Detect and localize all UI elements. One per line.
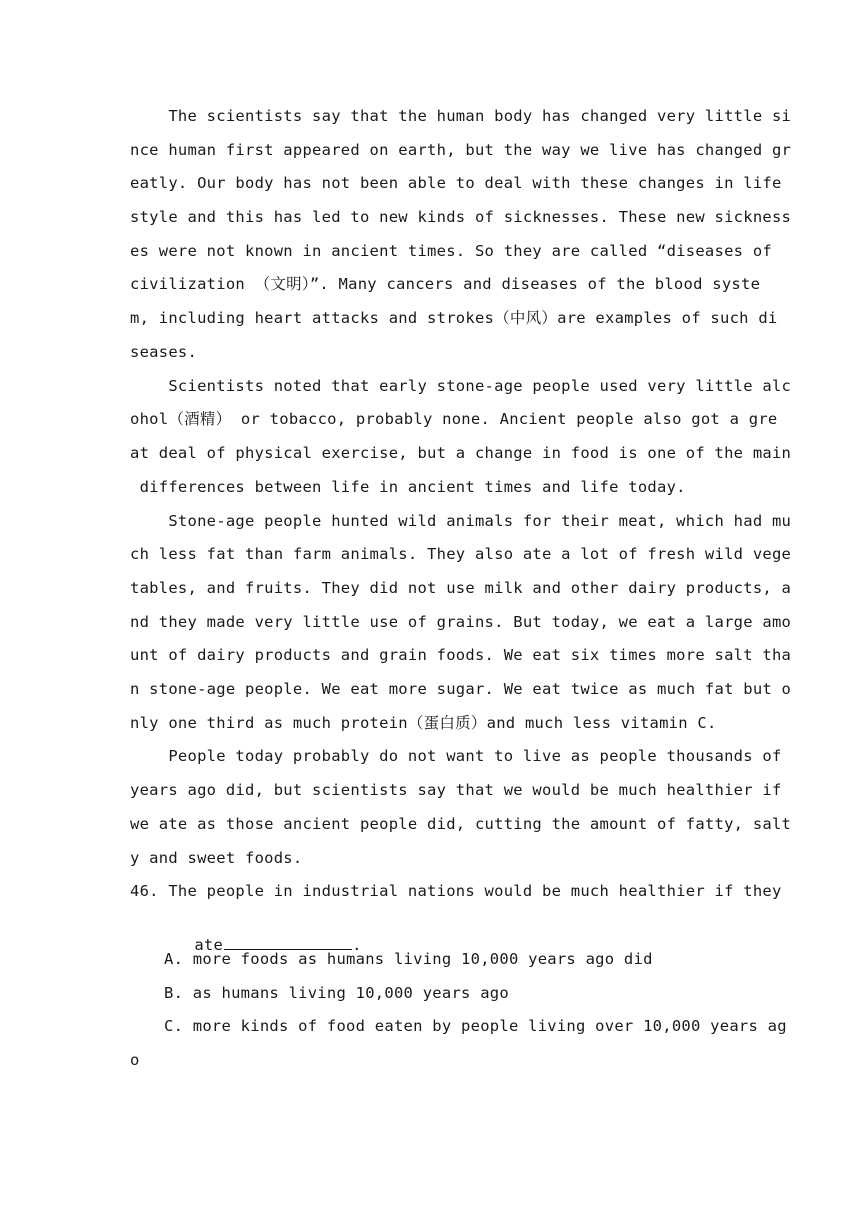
passage-line: years ago did, but scientists say that we would be much healthier if [130,781,782,799]
question-stem-prefix: ate [194,936,224,954]
passage-line: differences between life in ancient times and life today. [130,478,686,496]
passage-line: ch less fat than farm animals. They also ate a lot of fresh wild vege [130,545,792,563]
question-stem-continuation [156,915,362,954]
passage-line: Scientists noted that early stone-age people used very little alc [130,377,792,395]
passage-line: n stone-age people. We eat more sugar. We eat twice as much fat but o [130,680,792,698]
passage-line: unt of dairy products and grain foods. We eat six times more salt tha [130,646,792,664]
passage-line: nd they made very little use of grains. But today, we eat a large amo [130,613,792,631]
option-a: A. more foods as humans living 10,000 years ago did [164,950,653,968]
passage-line: civilization （文明）”. Many cancers and diseases of the blood syste [130,275,761,293]
passage-line: nly one third as much protein（蛋白质）and much less vitamin C. [130,714,717,732]
passage-line: we ate as those ancient people did, cutting the amount of fatty, salt [130,815,792,833]
passage-line: es were not known in ancient times. So they are called “diseases of [130,242,772,260]
passage-line: Stone-age people hunted wild animals for their meat, which had mu [130,512,792,530]
option-b: B. as humans living 10,000 years ago [164,984,509,1002]
question-stem-suffix: . [352,936,362,954]
passage-line: seases. [130,343,198,361]
passage-line: The scientists say that the human body has changed very little si [130,107,792,125]
passage-line: y and sweet foods. [130,849,303,867]
passage-line: style and this has led to new kinds of sicknesses. These new sickness [130,208,792,226]
passage-line: at deal of physical exercise, but a change in food is one of the main [130,444,792,462]
passage-line: m, including heart attacks and strokes（中风）are examples of such di [130,309,778,327]
option-c: C. more kinds of food eaten by people living over 10,000 years ag [164,1017,787,1035]
question-stem: 46. The people in industrial nations would be much healthier if they [130,882,782,900]
option-c-continuation: o [130,1051,140,1069]
passage-line: tables, and fruits. They did not use milk and other dairy products, a [130,579,792,597]
passage-line: People today probably do not want to live as people thousands of [130,747,782,765]
passage-line: ohol（酒精） or tobacco, probably none. Ancient people also got a gre [130,410,778,428]
passage-line: nce human first appeared on earth, but the way we live has changed gr [130,141,792,159]
passage-line: eatly. Our body has not been able to deal with these changes in life [130,174,782,192]
